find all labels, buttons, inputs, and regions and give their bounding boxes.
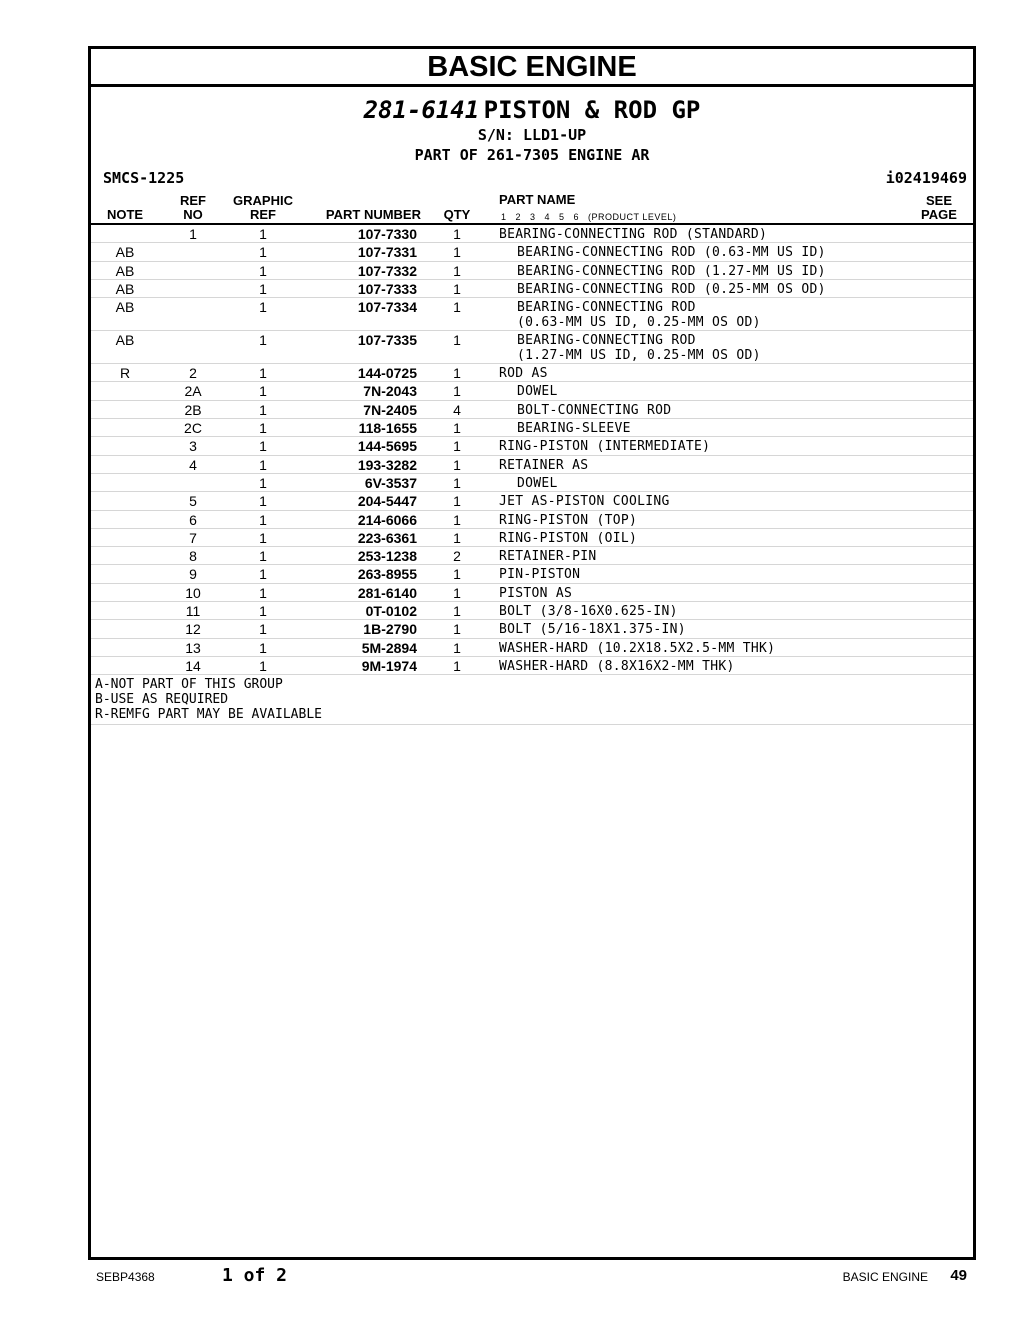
part-name-cell: [517, 333, 761, 363]
footer-page-of: 1 of 2: [222, 1265, 288, 1286]
graphic-ref-cell: 1: [259, 244, 267, 261]
part-name-line: BEARING-CONNECTING ROD (0.25-MM OS OD): [517, 281, 826, 297]
table-row: [91, 657, 973, 675]
part-number-cell: 9M-1974: [361, 657, 417, 674]
table-row: [91, 529, 973, 547]
qty-cell: 1: [453, 365, 461, 382]
part-name-line: RETAINER-PIN: [499, 549, 597, 565]
section-title: BASIC ENGINE: [91, 49, 973, 87]
part-name-line: BOLT (5/16-18X1.375-IN): [499, 622, 686, 638]
ref-no-cell: 3: [189, 438, 197, 455]
part-name-cell: [499, 641, 775, 656]
ref-no-cell: 11: [185, 603, 201, 620]
part-number-cell: 144-0725: [357, 365, 417, 382]
qty-cell: 1: [453, 474, 461, 491]
qty-cell: 1: [453, 493, 461, 510]
table-header: [91, 193, 973, 225]
part-name-cell: [517, 282, 826, 297]
note-cell: AB: [115, 262, 135, 279]
graphic-ref-cell: 1: [259, 657, 267, 674]
ref-no-cell: 2: [189, 365, 197, 382]
table-row: [91, 382, 973, 400]
header-note: NOTE: [106, 207, 144, 222]
part-name-cell: [499, 366, 548, 381]
footer-page-number: 49: [950, 1267, 967, 1284]
part-number-cell: 281-6140: [357, 584, 417, 601]
part-name-cell: [517, 300, 761, 330]
smcs-code: SMCS-1225: [103, 169, 185, 187]
table-row: [91, 225, 973, 243]
table-row: [91, 437, 973, 455]
part-name-cell: [499, 531, 637, 546]
part-number-cell: 193-3282: [357, 456, 417, 473]
part-name-line: WASHER-HARD (8.8X16X2-MM THK): [499, 658, 735, 674]
header-product-level: 1 2 3 4 5 6 (PRODUCT LEVEL): [501, 212, 677, 222]
part-name-cell: [517, 421, 631, 436]
part-name-cell: [499, 494, 670, 509]
qty-cell: 1: [453, 511, 461, 528]
graphic-ref-cell: 1: [259, 639, 267, 656]
ref-no-cell: 7: [189, 529, 197, 546]
qty-cell: 1: [453, 244, 461, 261]
graphic-ref-cell: 1: [259, 566, 267, 583]
notes-block: [91, 675, 973, 725]
note-cell: R: [119, 365, 131, 382]
part-number-cell: 144-5695: [357, 438, 417, 455]
table-row: [91, 280, 973, 298]
header-part-name: PART NAME: [499, 192, 576, 207]
part-name-cell: [499, 586, 572, 601]
part-number-cell: 214-6066: [357, 511, 417, 528]
graphic-ref-cell: 1: [259, 365, 267, 382]
part-name-line: DOWEL: [517, 384, 558, 400]
group-number: 281-6141: [363, 96, 480, 124]
table-row: [91, 511, 973, 529]
qty-cell: 1: [453, 332, 461, 349]
qty-cell: 1: [453, 383, 461, 400]
serial-range: S/N: LLD1-UP: [477, 126, 587, 144]
qty-cell: 1: [453, 621, 461, 638]
note-line: R-REMFG PART MAY BE AVAILABLE: [95, 707, 322, 723]
ref-no-cell: 6: [189, 511, 197, 528]
part-number-cell: 107-7331: [357, 244, 417, 261]
table-row: [91, 639, 973, 657]
part-name-cell: [517, 264, 826, 279]
graphic-ref-cell: 1: [259, 299, 267, 316]
part-name-cell: [499, 439, 710, 454]
note-cell: AB: [115, 244, 135, 261]
graphic-ref-cell: 1: [259, 584, 267, 601]
part-number-cell: 107-7333: [357, 280, 417, 297]
graphic-ref-cell: 1: [259, 548, 267, 565]
qty-cell: 1: [453, 420, 461, 437]
part-of: PART OF 261-7305 ENGINE AR: [414, 146, 650, 164]
part-number-cell: 223-6361: [357, 529, 417, 546]
part-number-cell: 107-7334: [357, 299, 417, 316]
part-number-cell: 7N-2405: [363, 401, 417, 418]
qty-cell: 1: [453, 584, 461, 601]
header-qty: QTY: [443, 207, 471, 222]
ref-no-cell: 10: [185, 584, 201, 601]
part-name-line: RETAINER AS: [499, 457, 589, 473]
note-cell: AB: [115, 332, 135, 349]
graphic-ref-cell: 1: [259, 474, 267, 491]
table-row: [91, 298, 973, 331]
part-name-line: BEARING-SLEEVE: [517, 421, 631, 437]
part-name-line: BEARING-CONNECTING ROD: [517, 333, 696, 349]
page-frame: [88, 46, 976, 1260]
part-name-line: DOWEL: [517, 475, 558, 491]
part-name-cell: [499, 458, 588, 473]
part-name-line: RING-PISTON (OIL): [499, 530, 638, 546]
ref-no-cell: 2C: [184, 420, 202, 437]
part-number-cell: 253-1238: [357, 548, 417, 565]
header-ref-top: REF: [180, 193, 206, 208]
part-name-line: JET AS-PISTON COOLING: [499, 494, 670, 510]
part-name-cell: [499, 622, 686, 637]
part-name-cell: [499, 549, 597, 564]
part-name-cell: [517, 476, 558, 491]
ref-no-cell: 13: [185, 639, 201, 656]
note-cell: AB: [115, 280, 135, 297]
table-row: [91, 456, 973, 474]
graphic-ref-cell: 1: [259, 401, 267, 418]
table-row: [91, 331, 973, 364]
header-see-bottom: PAGE: [921, 207, 957, 222]
part-name-line: BEARING-CONNECTING ROD (0.63-MM US ID): [517, 245, 826, 261]
part-number-cell: 118-1655: [358, 420, 417, 437]
ref-no-cell: 4: [189, 456, 197, 473]
part-number-cell: 204-5447: [357, 493, 417, 510]
table-row: [91, 474, 973, 492]
qty-cell: 1: [453, 438, 461, 455]
table-row: [91, 243, 973, 261]
graphic-ref-cell: 1: [259, 332, 267, 349]
ref-no-cell: 2B: [184, 401, 202, 418]
note-line: B-USE AS REQUIRED: [95, 692, 229, 708]
part-number-cell: 5M-2894: [361, 639, 417, 656]
ref-no-cell: 5: [189, 493, 197, 510]
parts-table: [91, 225, 973, 725]
header-see-top: SEE: [925, 193, 952, 208]
qty-cell: 1: [453, 262, 461, 279]
qty-cell: 1: [453, 603, 461, 620]
qty-cell: 1: [453, 639, 461, 656]
graphic-ref-cell: 1: [259, 383, 267, 400]
part-number-cell: 107-7335: [357, 332, 417, 349]
part-name-cell: [499, 567, 580, 582]
part-name-line: BEARING-CONNECTING ROD: [517, 300, 696, 316]
part-name-cell: [517, 384, 558, 399]
part-name-line: PIN-PISTON: [499, 567, 581, 583]
graphic-ref-cell: 1: [259, 603, 267, 620]
part-name-cell: [499, 513, 637, 528]
part-number-cell: 107-7332: [357, 262, 417, 279]
qty-cell: 1: [453, 226, 461, 242]
graphic-ref-cell: 1: [259, 420, 267, 437]
ref-no-cell: 14: [185, 657, 201, 674]
part-name-line: WASHER-HARD (10.2X18.5X2.5-MM THK): [499, 640, 776, 656]
graphic-ref-cell: 1: [259, 493, 267, 510]
group-heading: [91, 95, 973, 125]
ref-no-cell: 12: [185, 621, 201, 638]
ref-no-cell: 8: [189, 548, 197, 565]
table-row: [91, 602, 973, 620]
table-row: [91, 584, 973, 602]
graphic-ref-cell: 1: [259, 456, 267, 473]
group-name: PISTON & ROD GP: [483, 96, 701, 124]
part-name-cell: [499, 227, 767, 242]
part-name-cell: [499, 604, 678, 619]
graphic-ref-cell: 1: [259, 621, 267, 638]
part-number-cell: 0T-0102: [365, 603, 417, 620]
qty-cell: 1: [453, 456, 461, 473]
graphic-ref-cell: 1: [259, 280, 267, 297]
table-row: [91, 401, 973, 419]
part-number-cell: 107-7330: [357, 226, 417, 242]
header-graphic-bottom: REF: [250, 207, 276, 222]
table-row: [91, 492, 973, 510]
qty-cell: 1: [453, 566, 461, 583]
part-name-line: RING-PISTON (TOP): [499, 512, 638, 528]
graphic-ref-cell: 1: [259, 529, 267, 546]
part-name-line: BEARING-CONNECTING ROD (STANDARD): [499, 227, 768, 242]
illustration-id: i02419469: [885, 169, 967, 187]
graphic-ref-cell: 1: [259, 438, 267, 455]
part-name-line: BOLT-CONNECTING ROD: [517, 402, 672, 418]
header-graphic-top: GRAPHIC: [233, 193, 293, 208]
part-name-cell: [499, 659, 735, 674]
note-cell: AB: [115, 299, 135, 316]
part-name-line: RING-PISTON (INTERMEDIATE): [499, 439, 711, 455]
ref-no-cell: 9: [189, 566, 197, 583]
part-name-line: BEARING-CONNECTING ROD (1.27-MM US ID): [517, 263, 826, 279]
graphic-ref-cell: 1: [259, 262, 267, 279]
part-number-cell: 6V-3537: [364, 474, 417, 491]
part-name-line: BOLT (3/8-16X0.625-IN): [499, 604, 678, 620]
part-name-cell: [517, 245, 826, 260]
ref-no-cell: 1: [189, 226, 197, 242]
graphic-ref-cell: 1: [259, 226, 267, 242]
qty-cell: 1: [453, 529, 461, 546]
header-ref-bottom: NO: [183, 207, 203, 222]
part-name-cell: [517, 403, 671, 418]
ref-no-cell: 2A: [184, 383, 202, 400]
part-name-line-2: (0.63-MM US ID, 0.25-MM OS OD): [517, 315, 761, 331]
part-number-cell: 7N-2043: [363, 383, 417, 400]
table-row: [91, 547, 973, 565]
footer-doc-number: SEBP4368: [96, 1270, 155, 1284]
part-name-line: PISTON AS: [499, 585, 573, 601]
part-number-cell: 263-8955: [357, 566, 417, 583]
qty-cell: 4: [453, 401, 461, 418]
footer-section: BASIC ENGINE: [842, 1270, 928, 1284]
table-row: [91, 364, 973, 382]
table-row: [91, 620, 973, 638]
part-name-line: ROD AS: [499, 366, 548, 382]
graphic-ref-cell: 1: [259, 511, 267, 528]
table-row: [91, 419, 973, 437]
note-line: A-NOT PART OF THIS GROUP: [95, 677, 283, 693]
qty-cell: 2: [453, 548, 461, 565]
qty-cell: 1: [453, 280, 461, 297]
table-row: [91, 262, 973, 280]
qty-cell: 1: [453, 299, 461, 316]
qty-cell: 1: [453, 657, 461, 674]
part-number-cell: 1B-2790: [363, 621, 417, 638]
header-part-number: PART NUMBER: [325, 207, 421, 222]
table-row: [91, 565, 973, 583]
part-name-line-2: (1.27-MM US ID, 0.25-MM OS OD): [517, 348, 761, 364]
